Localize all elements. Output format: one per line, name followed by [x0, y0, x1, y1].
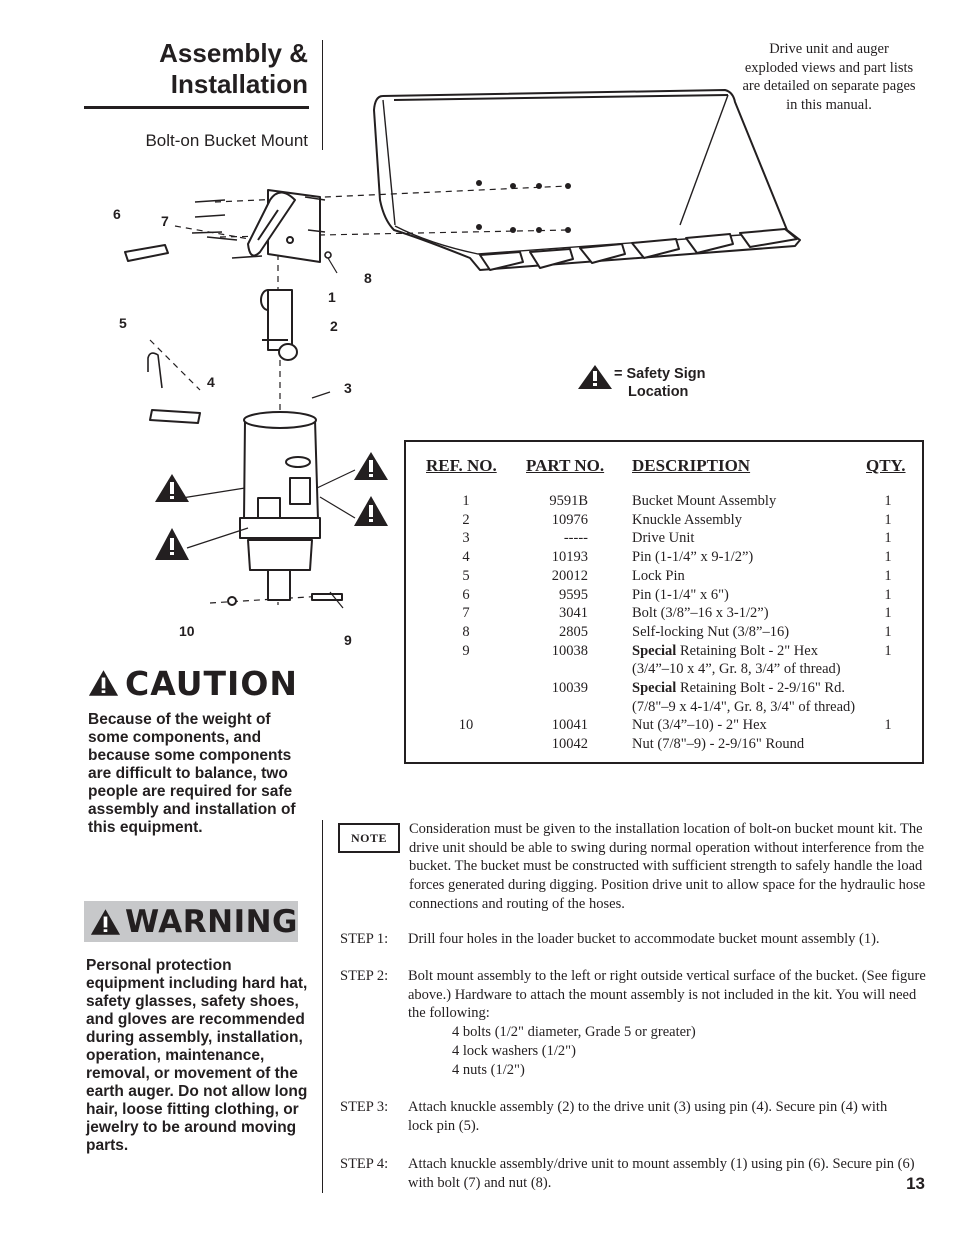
step-list-item: 4 lock washers (1/2")	[452, 1042, 576, 1059]
cell-desc	[632, 642, 892, 661]
callout-6: 6	[113, 206, 121, 222]
step-list-item: 4 bolts (1/2" diameter, Grade 5 or greater)	[452, 1024, 696, 1041]
caution-text: Because of the weight of some components, and because some components are difficult to balance, two people are required for safe assembly and installation of this equipment.	[88, 711, 296, 836]
cell-ref: 3	[462, 530, 470, 547]
warning-text: Personal protection equipment including hard hat, safety glasses, safety shoes, and gloves are recommended during assembly, installation, operation, maintenance, removal, or movement of the earth auger. Do not allow long hair, loose fitting clothing, or jewelry to be around moving parts.	[86, 957, 308, 1154]
cell-qty: 1	[884, 605, 892, 622]
cell-part: 20012	[551, 567, 588, 584]
cell-part: 10039	[551, 680, 588, 696]
callout-5: 5	[119, 315, 127, 331]
callout-4: 4	[207, 374, 215, 390]
step-list-item: 4 nuts (1/2")	[452, 1061, 525, 1078]
cell-part: 10041	[551, 717, 588, 734]
cell-ref: 10	[458, 717, 474, 734]
diagram-note-line: are detailed on separate pages	[742, 78, 916, 95]
cell-part: -----	[563, 530, 588, 547]
warning-label: WARNING	[124, 903, 298, 940]
cell-desc: Pin (1-1/4" x 6")	[632, 586, 729, 603]
cell-desc: Lock Pin	[632, 567, 685, 584]
note-text: Consideration must be given to the installation location of bolt-on bucket mount kit. The drive unit should be able to swing during normal operation without interference from the bucket. The bucket must be constructed with sufficient strength to safely handle the load forces generated during digging. Position drive unit to allow space for the hydraulic hose connections and routing of the hoses.	[409, 821, 926, 912]
cell-part: 10038	[551, 642, 588, 659]
cell-desc: (7/8"–9 x 4-1/4", Gr. 8, 3/4" of thread)	[632, 698, 856, 715]
warning-header	[84, 901, 298, 942]
cell-ref: 5	[462, 567, 470, 584]
note-label: NOTE	[338, 823, 400, 853]
title-line-1: Assembly &	[159, 38, 308, 68]
cell-desc: Nut (3/4”–10) - 2" Hex	[632, 717, 767, 734]
page-number: 13	[906, 1174, 925, 1193]
cell-desc: Pin (1-1/4” x 9-1/2”)	[632, 549, 754, 566]
cell-ref: 2	[462, 511, 470, 528]
cell-qty: 1	[884, 623, 892, 640]
header-description: DESCRIPTION	[632, 456, 751, 475]
cell-qty: 1	[884, 642, 892, 659]
cell-part: 9595	[559, 586, 588, 603]
cell-desc: Bucket Mount Assembly	[632, 493, 777, 509]
cell-qty: 1	[884, 493, 892, 509]
cell-desc: Knuckle Assembly	[632, 511, 742, 528]
cell-qty: 1	[884, 717, 892, 734]
callout-8: 8	[364, 270, 372, 286]
warning-triangle-icon	[90, 907, 121, 937]
pin-4-drawing	[150, 410, 200, 423]
step-label: STEP 2:	[340, 968, 389, 984]
callout-7: 7	[161, 213, 169, 229]
callout-10: 10	[179, 623, 195, 639]
callout-1: 1	[328, 289, 336, 305]
cell-desc: Nut (7/8"–9) - 2-9/16" Round	[632, 736, 805, 753]
knuckle-assembly-drawing	[261, 290, 297, 360]
loader-bucket-drawing	[374, 90, 800, 270]
cell-part: 10976	[551, 511, 588, 528]
cell-qty: 1	[884, 549, 892, 566]
cell-ref: 1	[462, 493, 470, 509]
cell-ref: 9	[462, 642, 470, 659]
cell-qty: 1	[884, 586, 892, 603]
desc-text: Retaining Bolt - 2-9/16" Rd.	[676, 680, 845, 696]
cell-desc: (3/4”–10 x 4”, Gr. 8, 3/4” of thread)	[632, 661, 841, 678]
pin-6-drawing	[125, 245, 168, 261]
step-text: Attach knuckle assembly/drive unit to mount assembly (1) using pin (6). Secure pin (6) with bolt (7) and nut (8).	[408, 1156, 915, 1191]
header-qty: QTY.	[866, 456, 906, 475]
safety-sign-legend	[578, 365, 705, 401]
cell-ref: 6	[462, 586, 470, 603]
cell-qty: 1	[884, 511, 892, 528]
safety-sign-icon	[578, 365, 612, 389]
parts-list-table	[404, 440, 924, 764]
cell-desc	[632, 679, 892, 698]
desc-text: Retaining Bolt - 2" Hex	[676, 642, 818, 659]
cell-ref: 7	[462, 605, 470, 622]
caution-header	[88, 664, 298, 702]
cell-qty: 1	[884, 567, 892, 584]
cell-ref: 4	[462, 549, 470, 566]
cell-desc: Bolt (3/8”–16 x 3-1/2”)	[632, 605, 769, 622]
callout-9: 9	[344, 632, 352, 648]
retaining-bolt-drawing	[312, 594, 342, 600]
nut-drawing	[228, 597, 236, 605]
title-line-2: Installation	[170, 69, 308, 99]
diagram-note-line: Drive unit and auger	[769, 41, 889, 57]
cell-desc: Drive Unit	[632, 530, 695, 547]
section-subtitle: Bolt-on Bucket Mount	[145, 131, 308, 150]
cell-part: 9591B	[549, 493, 588, 509]
cell-part: 2805	[559, 623, 588, 640]
cell-ref: 8	[462, 623, 470, 640]
desc-bold: Special	[632, 642, 677, 659]
bucket-mount-assembly-drawing	[248, 190, 320, 262]
step-label: STEP 3:	[340, 1099, 389, 1115]
cell-part: 10193	[551, 549, 588, 566]
safety-legend-line-1: = Safety Sign	[614, 366, 706, 382]
diagram-note-line: exploded views and part lists	[744, 59, 914, 76]
callout-3: 3	[344, 380, 352, 396]
header-ref-no: REF. NO.	[426, 456, 497, 475]
safety-legend-line-2: Location	[628, 384, 689, 400]
step-text: Attach knuckle assembly (2) to the drive unit (3) using pin (4). Secure pin (4) with lock pin (5).	[408, 1099, 888, 1134]
header-part-no: PART NO.	[526, 456, 605, 475]
diagram-note-line: in this manual.	[786, 96, 872, 113]
step-text: Bolt mount assembly to the left or right outside vertical surface of the bucket. (See figure above.) Hardware to attach the mount assembly is not included in the kit. You will need the following:	[408, 968, 926, 1022]
cell-part: 10042	[551, 736, 588, 753]
desc-bold: Special	[632, 680, 677, 696]
step-text: Drill four holes in the loader bucket to accommodate bucket mount assembly (1).	[408, 931, 880, 947]
step-body	[408, 967, 930, 1079]
lock-pin-drawing	[148, 353, 162, 388]
drive-unit-drawing	[240, 412, 320, 600]
caution-triangle-icon	[88, 668, 119, 698]
column-divider-bottom	[322, 820, 323, 1193]
callout-2: 2	[330, 318, 338, 334]
step-label: STEP 4:	[340, 1156, 389, 1172]
cell-part: 3041	[559, 605, 588, 622]
step-label: STEP 1:	[340, 931, 389, 947]
caution-label: CAUTION	[125, 663, 298, 703]
cell-qty: 1	[884, 530, 892, 547]
cell-desc: Self-locking Nut (3/8”–16)	[632, 623, 790, 640]
